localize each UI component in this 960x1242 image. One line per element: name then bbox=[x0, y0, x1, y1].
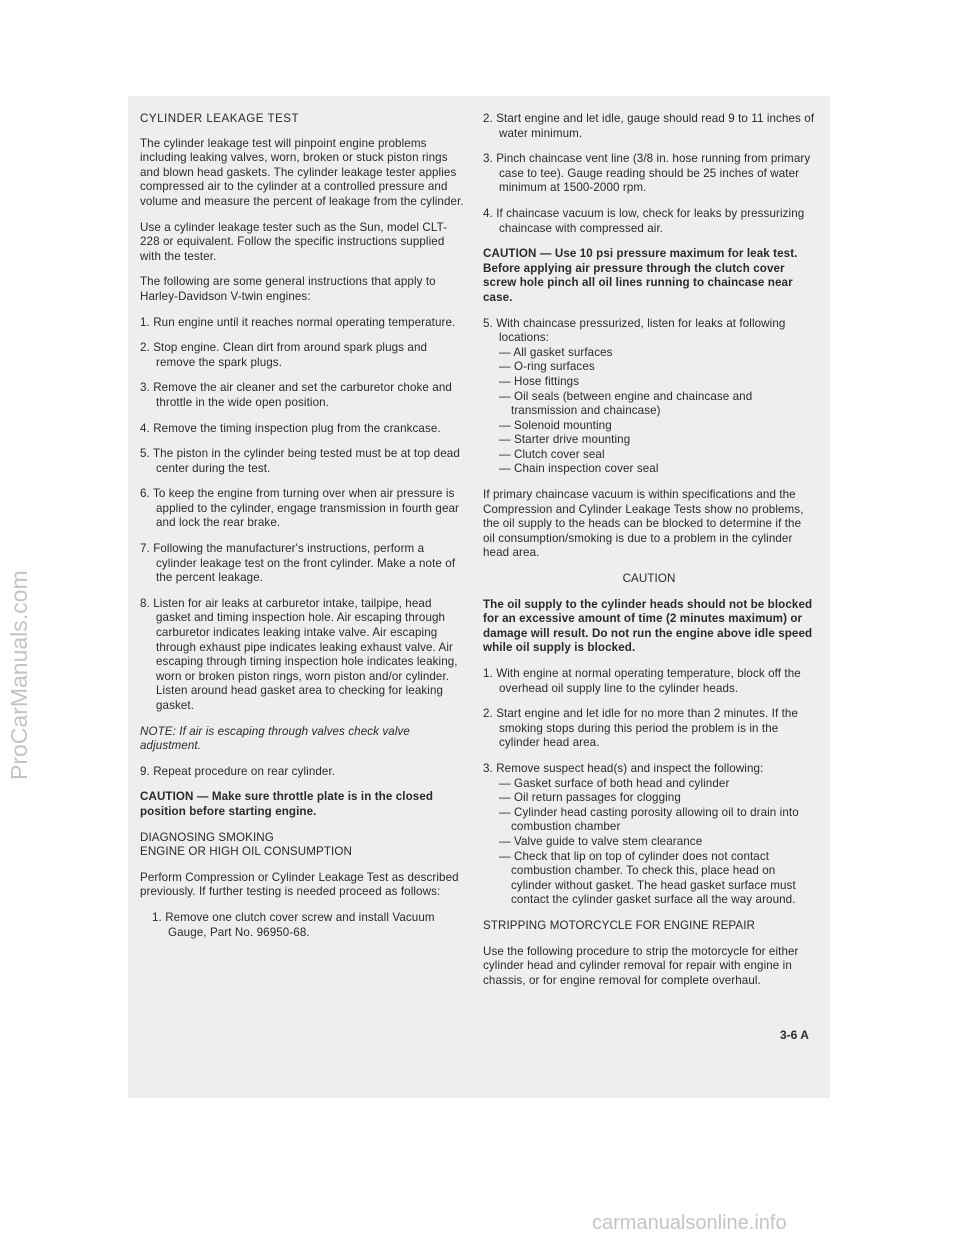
oil-step-2: 2. Start engine and let idle for no more than 2 minutes. If the smoking stops during this period the problem is in the cylinder head area. bbox=[483, 707, 799, 750]
step-5: 5. The piston in the cylinder being tested must be at top dead center during the test. bbox=[140, 447, 460, 475]
caution-leak-test: CAUTION — Use 10 psi pressure maximum for leak test. Before applying air pressure through the clutch cover screw hole pinch all oil lines running to chaincase near case. bbox=[483, 247, 798, 304]
step-6: 6. To keep the engine from turning over when air pressure is applied to the cylinder, engage transmission in fourth gear and lock the rear brake. bbox=[140, 487, 460, 530]
list-item: — Starter drive mounting bbox=[499, 433, 815, 448]
list-item: — Clutch cover seal bbox=[499, 448, 815, 463]
section-heading-stripping: STRIPPING MOTORCYCLE FOR ENGINE REPAIR bbox=[483, 918, 755, 932]
list-item: — Solenoid mounting bbox=[499, 419, 815, 434]
vacuum-step-5: 5. With chaincase pressurized, listen for leaks at following locations: bbox=[483, 316, 786, 345]
vacuum-step-4: 4. If chaincase vacuum is low, check for leaks by pressurizing chaincase with compressed air. bbox=[483, 206, 805, 235]
oil-step-3: 3. Remove suspect head(s) and inspect the following: bbox=[483, 761, 764, 775]
step-7: 7. Following the manufacturer's instructions, perform a cylinder leakage test on the front cylinder. Make a note of the percent leakage. bbox=[140, 542, 456, 585]
list-item: — Chain inspection cover seal bbox=[499, 462, 815, 477]
list-item: — Cylinder head casting porosity allowing oil to drain into combustion chamber bbox=[499, 806, 815, 835]
list-item: — Oil return passages for clogging bbox=[499, 791, 815, 806]
list-item: — Hose fittings bbox=[499, 375, 815, 390]
vacuum-step-1: 1. Remove one clutch cover screw and install Vacuum Gauge, Part No. 96950-68. bbox=[152, 910, 435, 939]
list-item: — Oil seals (between engine and chaincase and transmission and chaincase) bbox=[499, 390, 815, 419]
inspection-list bbox=[499, 777, 815, 908]
caution-title: CAUTION bbox=[622, 572, 676, 586]
heading-line-2: ENGINE OR HIGH OIL CONSUMPTION bbox=[140, 845, 352, 859]
list-item: — O-ring surfaces bbox=[499, 360, 815, 375]
section-heading-smoking bbox=[140, 831, 465, 860]
step-4: 4. Remove the timing inspection plug from the crankcase. bbox=[140, 421, 441, 435]
stripping-paragraph: Use the following procedure to strip the motorcycle for either cylinder head and cylinder removal for repair with engine in chassis, or for engine removal for complete overhaul. bbox=[483, 944, 799, 987]
left-column bbox=[140, 112, 465, 951]
oil-step-1: 1. With engine at normal operating temperature, block off the overhead oil supply line to the cylinder heads. bbox=[483, 667, 801, 695]
vacuum-step-3: 3. Pinch chaincase vent line (3/8 in. hose running from primary case to tee). Gauge reading should be 25 inches of water minimum at 1500-2000 rpm. bbox=[483, 152, 811, 195]
list-item: — Valve guide to valve stem clearance bbox=[499, 835, 815, 850]
step-8: 8. Listen for air leaks at carburetor intake, tailpipe, head gasket and timing inspection hole. Air escaping through carburetor indicates leaking intake valve. Air escaping through exhaust pipe indicates leaking exhaust valve. Air escaping through timing inspection hole indicates leaking, worn or broken piston rings, worn piston and/or cylinder. Listen around head gasket area to checking for leaking gasket. bbox=[140, 596, 458, 712]
step-3: 3. Remove the air cleaner and set the carburetor choke and throttle in the wide open position. bbox=[140, 381, 452, 409]
list-item: — Gasket surface of both head and cylinder bbox=[499, 777, 815, 792]
leak-locations-list bbox=[499, 346, 815, 477]
heading-line-1: DIAGNOSING SMOKING bbox=[140, 830, 274, 844]
tester-paragraph: Use a cylinder leakage tester such as the Sun, model CLT-228 or equivalent. Follow the specific instructions supplied with the tester. bbox=[140, 220, 448, 263]
step-9: 9. Repeat procedure on rear cylinder. bbox=[140, 764, 336, 778]
page-number: 3-6 A bbox=[780, 1028, 809, 1042]
step-1: 1. Run engine until it reaches normal operating temperature. bbox=[140, 315, 456, 329]
compression-paragraph: Perform Compression or Cylinder Leakage Test as described previously. If further testing is needed proceed as follows: bbox=[140, 870, 459, 899]
primary-vacuum-paragraph: If primary chaincase vacuum is within specifications and the Compression and Cylinder Leakage Tests show no problems, the oil supply to the heads can be blocked to determine if the oil consumption/smoking is due to a problem in the cylinder head area. bbox=[483, 488, 804, 560]
intro-paragraph: The cylinder leakage test will pinpoint engine problems including leaking valves, worn, broken or stuck piston rings and blown head gaskets. The cylinder leakage tester applies compressed air to the cylinder at a controlled pressure and volume and measure the percent of leakage from the cylinder. bbox=[140, 136, 464, 208]
side-watermark: ProCarManuals.com bbox=[6, 570, 32, 780]
caution-throttle: CAUTION — Make sure throttle plate is in the closed position before starting engine. bbox=[140, 790, 434, 818]
note-valve-adjustment: NOTE: If air is escaping through valves check valve adjustment. bbox=[140, 724, 410, 753]
right-column bbox=[483, 112, 815, 999]
section-title: CYLINDER LEAKAGE TEST bbox=[140, 112, 300, 125]
list-item: — All gasket surfaces bbox=[499, 346, 815, 361]
bottom-watermark: carmanualsonline.info bbox=[592, 1212, 787, 1234]
step-2: 2. Stop engine. Clean dirt from around spark plugs and remove the spark plugs. bbox=[140, 341, 428, 369]
general-instructions-paragraph: The following are some general instructions that apply to Harley-Davidson V-twin engines: bbox=[140, 275, 436, 303]
list-item: — Check that lip on top of cylinder does not contact combustion chamber. To check this, place head on cylinder without gasket. The head gasket surface must contact the cylinder gasket surface all the way around. bbox=[499, 850, 815, 908]
caution-oil-supply: The oil supply to the cylinder heads should not be blocked for an excessive amount of time (2 minutes maximum) or damage will result. Do not run the engine above idle speed while oil supply is blocked. bbox=[483, 597, 813, 655]
vacuum-step-2: 2. Start engine and let idle, gauge should read 9 to 11 inches of water minimum. bbox=[483, 112, 815, 140]
